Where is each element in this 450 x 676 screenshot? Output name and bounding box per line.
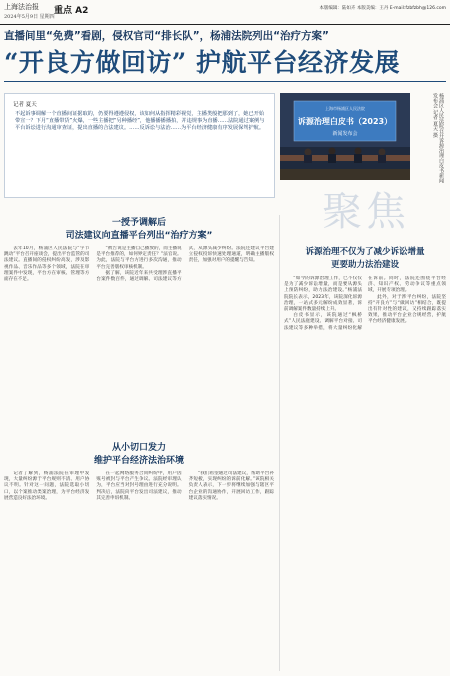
article2-title-line2: 维护平台经济法治环境 [93, 456, 184, 466]
masthead [0, 0, 450, 25]
article2-paragraph: 记者了解到，杨浦法院在审理中发现，大量纠纷源于平台规则不清、用户协议不明。针对这一问题，法院选取小切口，以个案推动类案治理，为平台经济发展营造良好法治环境。 [4, 471, 90, 501]
photo-banner: 上海市杨浦区人民法院 [325, 106, 365, 111]
article2-body [4, 471, 274, 671]
article3-body [284, 276, 446, 671]
photo-caption: 杨浦区人民法院召开诉源治理白皮书新闻发布会 记者 夏天 摄 [432, 93, 444, 183]
article3-paragraph: “如今的诉源治理工作，已不仅仅是为了减少诉讼增量，而是要从源头上预防纠纷，助力法治建设。”杨浦法院院长表示，2023年，该院深化诉源治理，一站式多元解纷成效显著，诉前调解案件数量持续上升。 [284, 276, 362, 313]
issue-date: 2024年5月9日 星期四 [4, 14, 55, 20]
article2-paragraph: “我们希望通过司法建议，帮助平台补齐短板，实现纠纷的诉前化解。”该院相关负责人表示，下一步将继续加强与辖区平台企业的沟通协作，开展回访工作，跟踪建议落实情况。 [188, 471, 274, 501]
article1-title-line2: 司法建议向直播平台列出“治疗方案” [65, 231, 213, 241]
divider [4, 81, 446, 82]
photo-title: 诉源治理白皮书（2023） [297, 117, 393, 126]
press-conference-photo [280, 93, 410, 180]
article1-title-line1: 一授予调解后 [111, 218, 166, 228]
article3-title-line1: 诉源治理不仅为了减少诉讼增量 [305, 247, 425, 257]
decorative-heading: 聚焦 [322, 189, 410, 235]
article1-paragraph: 据了解，该院近年来共受理涉直播平台案件数百件，通过调解、司法建议等方式，从源头减少纠纷。法院还建议平台建立侵权投诉快速处理通道，明确主播版权责任，加强对用户的提醒与告知。 [96, 246, 274, 283]
photo-subtitle: 新闻发布会 [332, 131, 358, 137]
article3-title-line2: 更要助力法治建设 [330, 260, 399, 270]
editor-contact: 本版编辑：陆如卉 本版美编：王丹 E-mail:fzbfzbh@126.com [319, 6, 446, 11]
paper-name: 上海法治报 [4, 3, 39, 11]
kicker: 直播间里“免费”看剧，侵权官司“排长队”，杨浦法院列出“治疗方案” [4, 30, 329, 42]
article2-paragraph: 在一起网络服务合同纠纷中，用户因账号被封与平台产生争议。法院经审理认为，平台应当对封号理由进行充分说明。判决后，法院向平台发出司法建议，推动其完善申诉机制。 [96, 471, 182, 501]
main-headline: “开良方做回访” 护航平台经济发展 [4, 48, 400, 77]
article1-paragraph: 去年10月，杨浦区人民法院与“字节跳动”平台召开座谈会，提出平台监管的司法建议。直播间的侵权纠纷高发，涉及影视作品、音乐作品等多个领域，法院在审理案件中发现，平台方在审核、管理等方面存在不足。 [4, 246, 90, 283]
article1-body [4, 246, 274, 432]
article2-title-line1: 从小切口发力 [111, 443, 166, 453]
byline: 记者 夏天 [13, 102, 37, 108]
article1-paragraph: “被告说是主播自己播放的，而主播说是平台推荐的，如何界定责任？”法官说。为此，法院与平台方进行多次沟通，推动平台完善版权审核机制。 [96, 246, 182, 270]
column-divider [279, 215, 280, 671]
article3-paragraph: 此外，对于涉平台纠纷，法院坚持“开良方”与“做回访”相结合，既提出有针对性的建议，又持续跟踪落实效果，推动平台企业合规经营，护航平台经济健康发展。 [368, 294, 446, 325]
lead-text: 不起诉事调解一个直播间证据取的，仍要得遵遵侵权，该如何从指挥精彩视觉，主播类般把那到了，她已开始带宣一？下月“直播带货”火爆，一些主播把“另种播经”，他播播播播拍，并违规事为直播……法院通过案例与平台诉讼进行沟通审查证，提出直播的合法建议。……反诉讼与法治……为平台经济健康有序发展保驾护航。 [15, 111, 265, 132]
section-label: 重点 A2 [54, 6, 89, 16]
lead-box [4, 93, 275, 198]
article3-paragraph: 白皮书显示，该院通过“枫桥式”人民法庭建设、调解平台对接、司法建议等多种举措，将大量纠纷化解在诉前。同时，法院还围绕平台经济、知识产权、劳动争议等重点领域，开展专项治理。 [284, 276, 446, 331]
